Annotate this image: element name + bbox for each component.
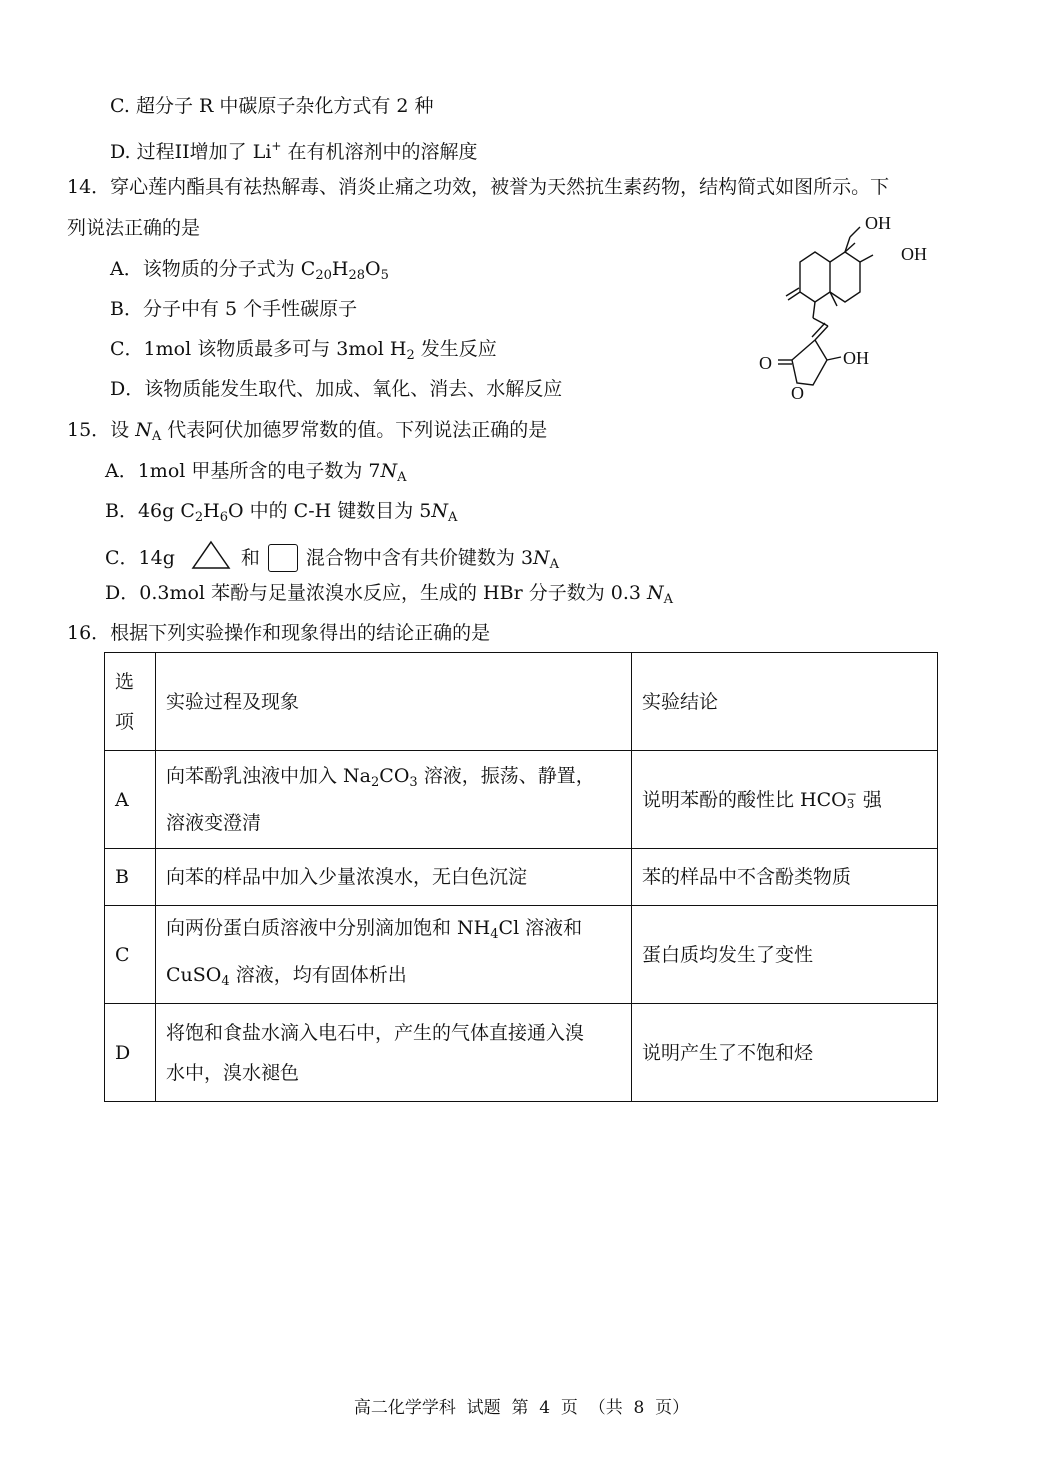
q13-option-d: D. 过程II增加了 Li+ 在有机溶剂中的溶解度 (110, 139, 478, 163)
page-footer: 高二化学学科 试题 第 4 页 （共 8 页） (353, 1398, 690, 1418)
row-conclusion: 说明苯酚的酸性比 HCO− 3 强 (632, 751, 938, 849)
q14-option-c: C．1mol 该物质最多可与 3mol $H_2$ 发生反应 (110, 338, 497, 363)
row-process: 向苯的样品中加入少量浓溴水，无白色沉淀 (156, 849, 632, 906)
q15-option-b: B．46g $C_2H_6O$ 中的 C-H 键数目为 $5N_A$ (105, 500, 458, 525)
row-conclusion: 说明产生了不饱和烃 (632, 1004, 938, 1102)
row-process: 向苯酚乳浊液中加入 $Na_2CO_3$ 溶液，振荡、静置， 溶液变澄清 (156, 751, 632, 849)
q13-option-c: C. 超分子 R 中碳原子杂化方式有 2 种 (110, 95, 434, 117)
table-row (105, 906, 938, 1004)
andrographolide-structure (755, 205, 955, 405)
q14-stem-line1: 14．穿心莲内酯具有祛热解毒、消炎止痛之功效，被誉为天然抗生素药物，结构简式如图所示。下 (67, 176, 890, 198)
row-option: B (105, 849, 156, 906)
experiment-table (104, 652, 938, 1102)
row-process: 向两份蛋白质溶液中分别滴加饱和 $NH_4Cl$ 溶液和 CuSO$_4$ 溶液，均有固体析出 (156, 906, 632, 1004)
row-option: C (105, 906, 156, 1004)
q15-option-a: A．1mol 甲基所含的电子数为 $7N_A$ (105, 460, 407, 485)
q14-option-b: B．分子中有 5 个手性碳原子 (110, 298, 358, 320)
q14-stem-line2: 列说法正确的是 (67, 217, 201, 239)
header-option: 选 项 (105, 653, 156, 751)
structure-ring-o: O (791, 383, 804, 403)
q15-option-d: D．0.3mol 苯酚与足量浓溴水反应，生成的 HBr 分子数为 0.3 $N_A$ (105, 582, 674, 607)
row-conclusion: 苯的样品中不含酚类物质 (632, 849, 938, 906)
row-process: 将饱和食盐水滴入电石中，产生的气体直接通入溴 水中，溴水褪色 (156, 1004, 632, 1102)
row-conclusion: 蛋白质均发生了变性 (632, 906, 938, 1004)
q14-option-a: A．该物质的分子式为 $C_{20}H_{28}O_5$ (110, 258, 389, 283)
structure-oh-lower: OH (843, 348, 869, 368)
header-conclusion: 实验结论 (632, 653, 938, 751)
structure-oh-right: OH (901, 244, 927, 264)
q15-stem: 15．设 $N_A$ 代表阿伏加德罗常数的值。下列说法正确的是 (67, 419, 548, 444)
q14-option-d: D．该物质能发生取代、加成、氧化、消去、水解反应 (110, 378, 563, 400)
header-process: 实验过程及现象 (156, 653, 632, 751)
structure-carbonyl-o: O (759, 353, 772, 373)
table-header-row (105, 653, 938, 751)
table-row (105, 751, 938, 849)
table-row (105, 849, 938, 906)
cyclobutane-icon (268, 544, 298, 572)
row-option: D (105, 1004, 156, 1102)
table-row (105, 1004, 938, 1102)
row-option: A (105, 751, 156, 849)
structure-oh-top: OH (865, 213, 891, 233)
q15-option-c: C．14g 和 混合物中含有共价键数为 $3N_A$ (105, 540, 559, 577)
cyclopropane-icon (191, 540, 231, 570)
q16-stem: 16．根据下列实验操作和现象得出的结论正确的是 (67, 622, 491, 644)
